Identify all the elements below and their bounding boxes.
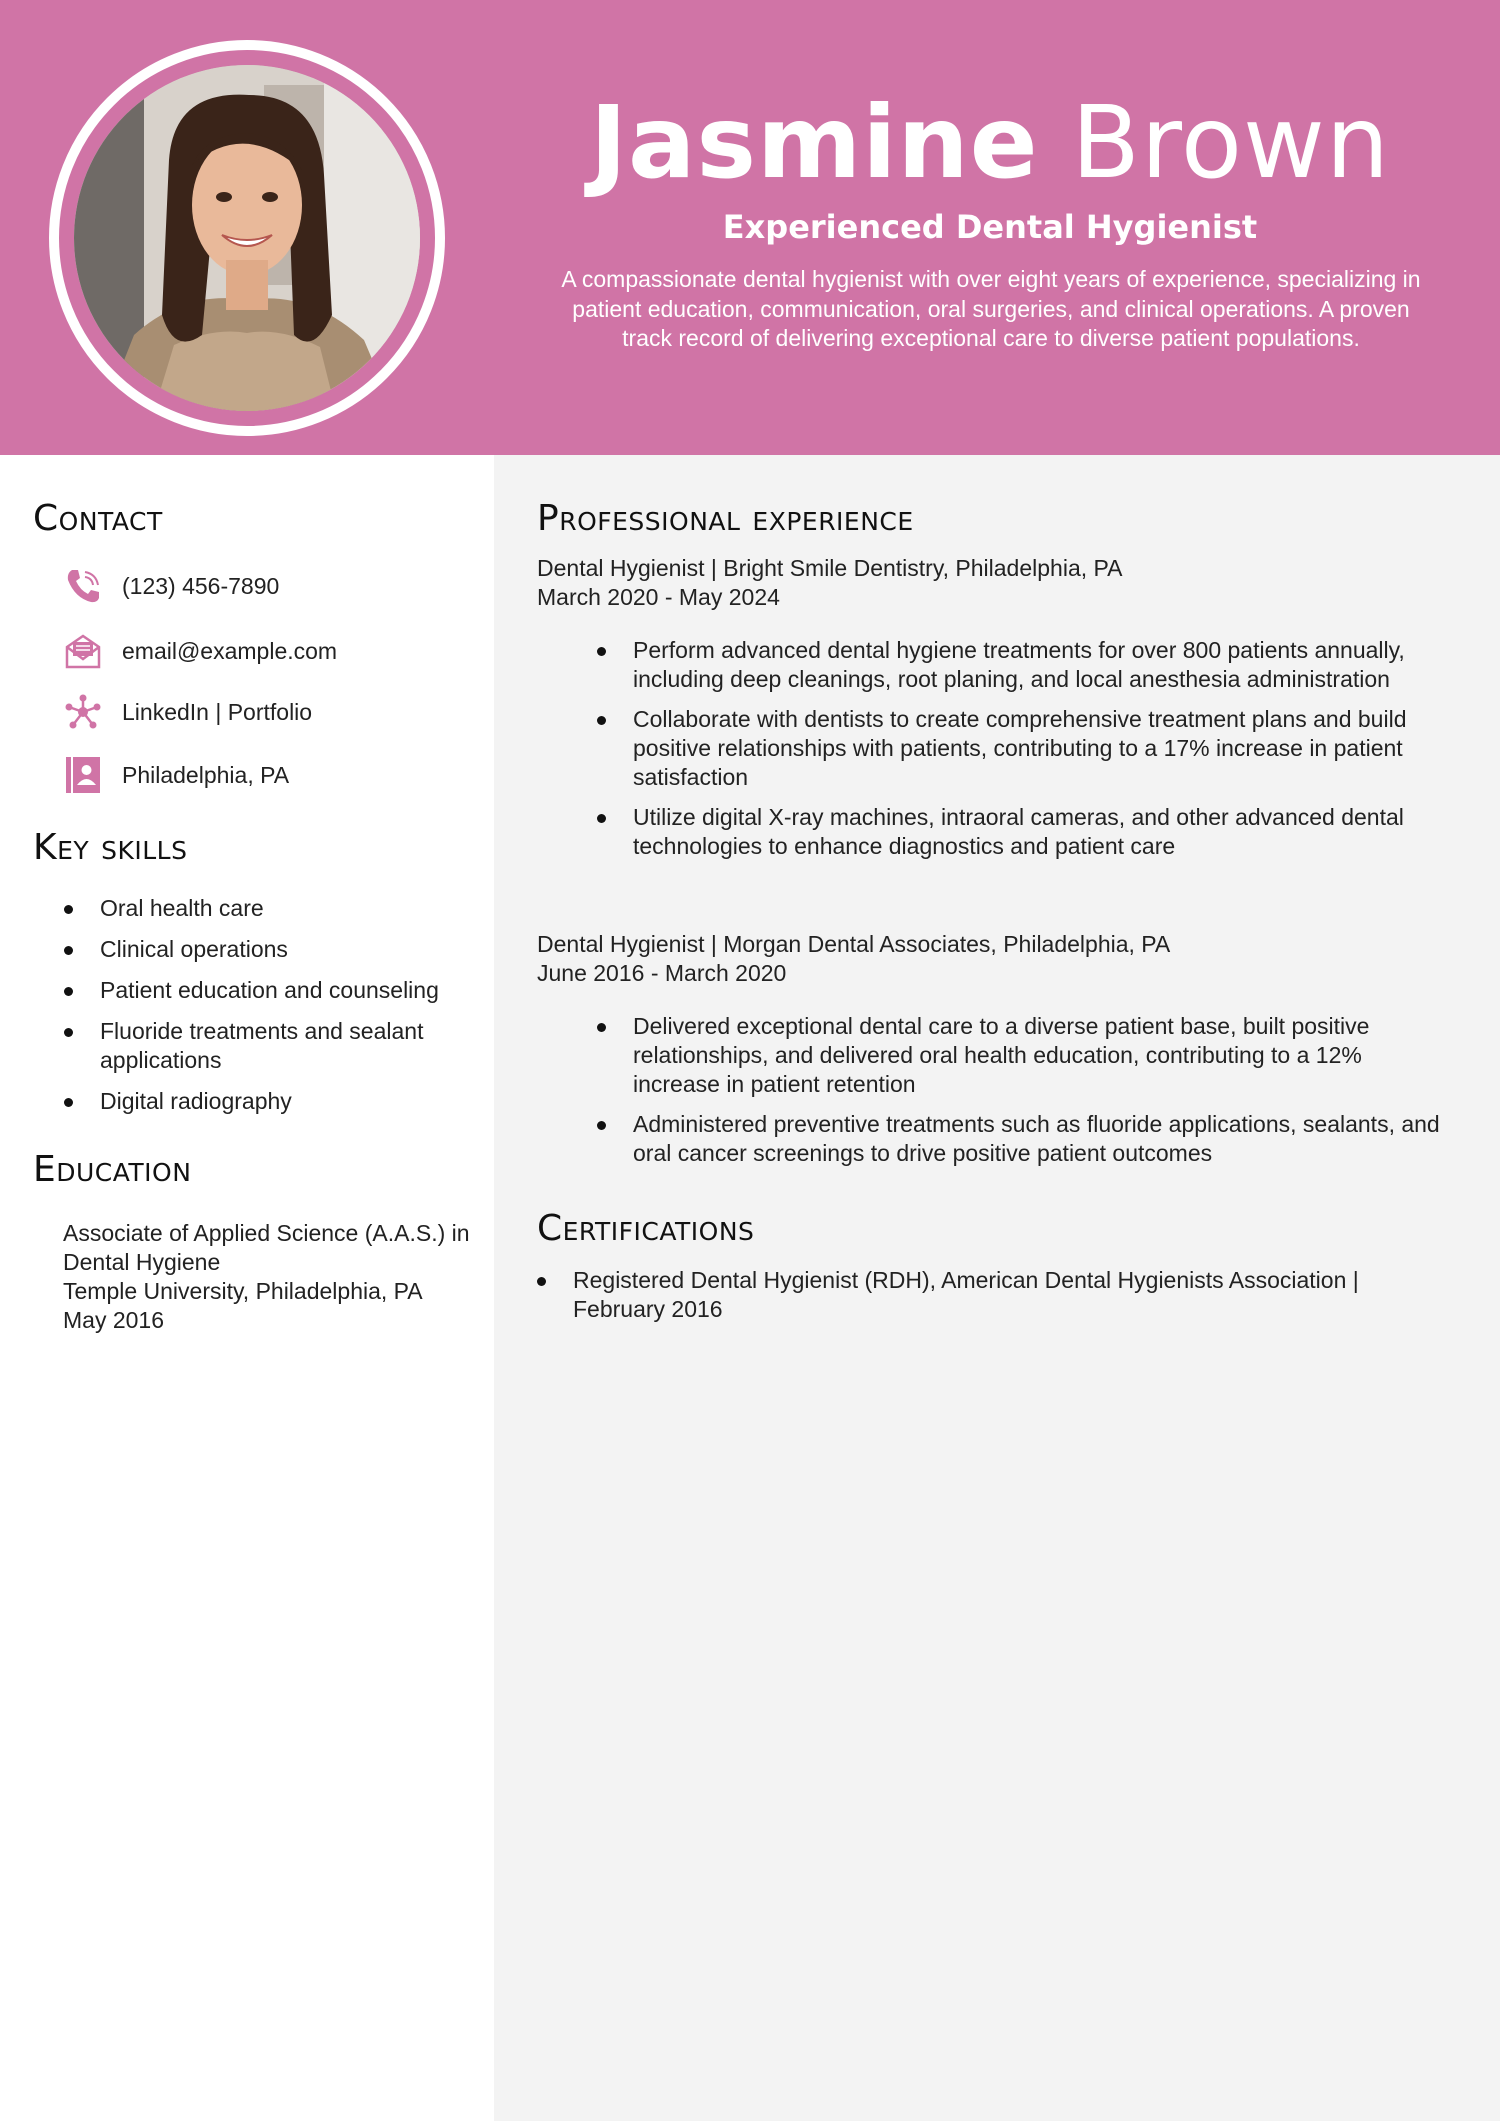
- job-bullets-1: [595, 636, 1447, 872]
- header-banner: [0, 0, 1500, 455]
- education-school: Temple University, Philadelphia, PA: [63, 1278, 423, 1304]
- contact-location-text: Philadelphia, PA: [122, 761, 290, 788]
- last-name: Brown: [1071, 84, 1391, 201]
- contact-links-text[interactable]: LinkedIn | Portfolio: [122, 698, 313, 725]
- location-icon: [62, 754, 104, 796]
- profile-photo: [74, 65, 420, 411]
- job-header-1: [537, 554, 1457, 612]
- skill-item: Oral health care: [62, 894, 472, 923]
- contact-phone-text: (123) 456-7890: [122, 572, 280, 599]
- portrait-image: [74, 65, 420, 411]
- job-header-2: [537, 930, 1457, 988]
- certifications-list: [535, 1266, 1455, 1324]
- skills-list: [62, 894, 472, 1128]
- sidebar: [0, 455, 494, 2121]
- contact-heading: Contact: [33, 498, 163, 539]
- first-name: Jasmine: [589, 84, 1039, 201]
- education-date: May 2016: [63, 1307, 165, 1333]
- contact-location: [62, 752, 289, 798]
- job-bullets-2: [595, 1012, 1447, 1179]
- skills-heading: Key skills: [33, 827, 188, 868]
- job-dates-1: March 2020 - May 2024: [537, 584, 780, 610]
- education-degree: Associate of Applied Science (A.A.S.) in Dental Hygiene: [63, 1220, 470, 1275]
- skill-item: Patient education and counseling: [62, 976, 472, 1005]
- skill-item: Clinical operations: [62, 935, 472, 964]
- job-bullet: Perform advanced dental hygiene treatments for over 800 patients annually, including deep cleanings, root planing, and local anesthesia administration: [595, 636, 1447, 694]
- contact-links: [62, 689, 312, 735]
- certifications-heading: Certifications: [537, 1208, 755, 1249]
- phone-icon: [62, 565, 104, 607]
- profile-summary: A compassionate dental hygienist with over eight years of experience, specializing in patient education, communication, oral surgeries, and clinical operations. A proven track record of delivering exceptional care to diverse patient populations.: [561, 266, 1421, 351]
- job-title: Experienced Dental Hygienist: [722, 208, 1258, 246]
- candidate-name: [540, 84, 1440, 201]
- job-title-1: Dental Hygienist | Bright Smile Dentistry, Philadelphia, PA: [537, 555, 1123, 581]
- job-bullet: Administered preventive treatments such as fluoride applications, sealants, and oral cancer screenings to drive positive patient outcomes: [595, 1110, 1447, 1168]
- contact-email: [62, 628, 337, 674]
- education-heading: Education: [33, 1149, 192, 1190]
- profile-photo-frame: [49, 40, 445, 436]
- experience-heading: Professional experience: [537, 498, 914, 539]
- skill-item: Fluoride treatments and sealant applications: [62, 1017, 472, 1075]
- network-icon: [62, 691, 104, 733]
- contact-phone: [62, 563, 279, 609]
- job-title-2: Dental Hygienist | Morgan Dental Associates, Philadelphia, PA: [537, 931, 1171, 957]
- skill-item: Digital radiography: [62, 1087, 472, 1116]
- job-bullet: Collaborate with dentists to create comprehensive treatment plans and build positive relationships with patients, contributing to a 17% increase in patient satisfaction: [595, 705, 1447, 792]
- education-entry: [63, 1219, 473, 1335]
- email-icon: [62, 630, 104, 672]
- certification-item: Registered Dental Hygienist (RDH), American Dental Hygienists Association | February 2016: [535, 1266, 1455, 1324]
- contact-email-text[interactable]: email@example.com: [122, 637, 338, 664]
- main-content: [494, 455, 1500, 2121]
- job-dates-2: June 2016 - March 2020: [537, 960, 787, 986]
- job-bullet: Delivered exceptional dental care to a diverse patient base, built positive relationships, and delivered oral health education, contributing to a 12% increase in patient retention: [595, 1012, 1447, 1099]
- job-bullet: Utilize digital X-ray machines, intraoral cameras, and other advanced dental technologies to enhance diagnostics and patient care: [595, 803, 1447, 861]
